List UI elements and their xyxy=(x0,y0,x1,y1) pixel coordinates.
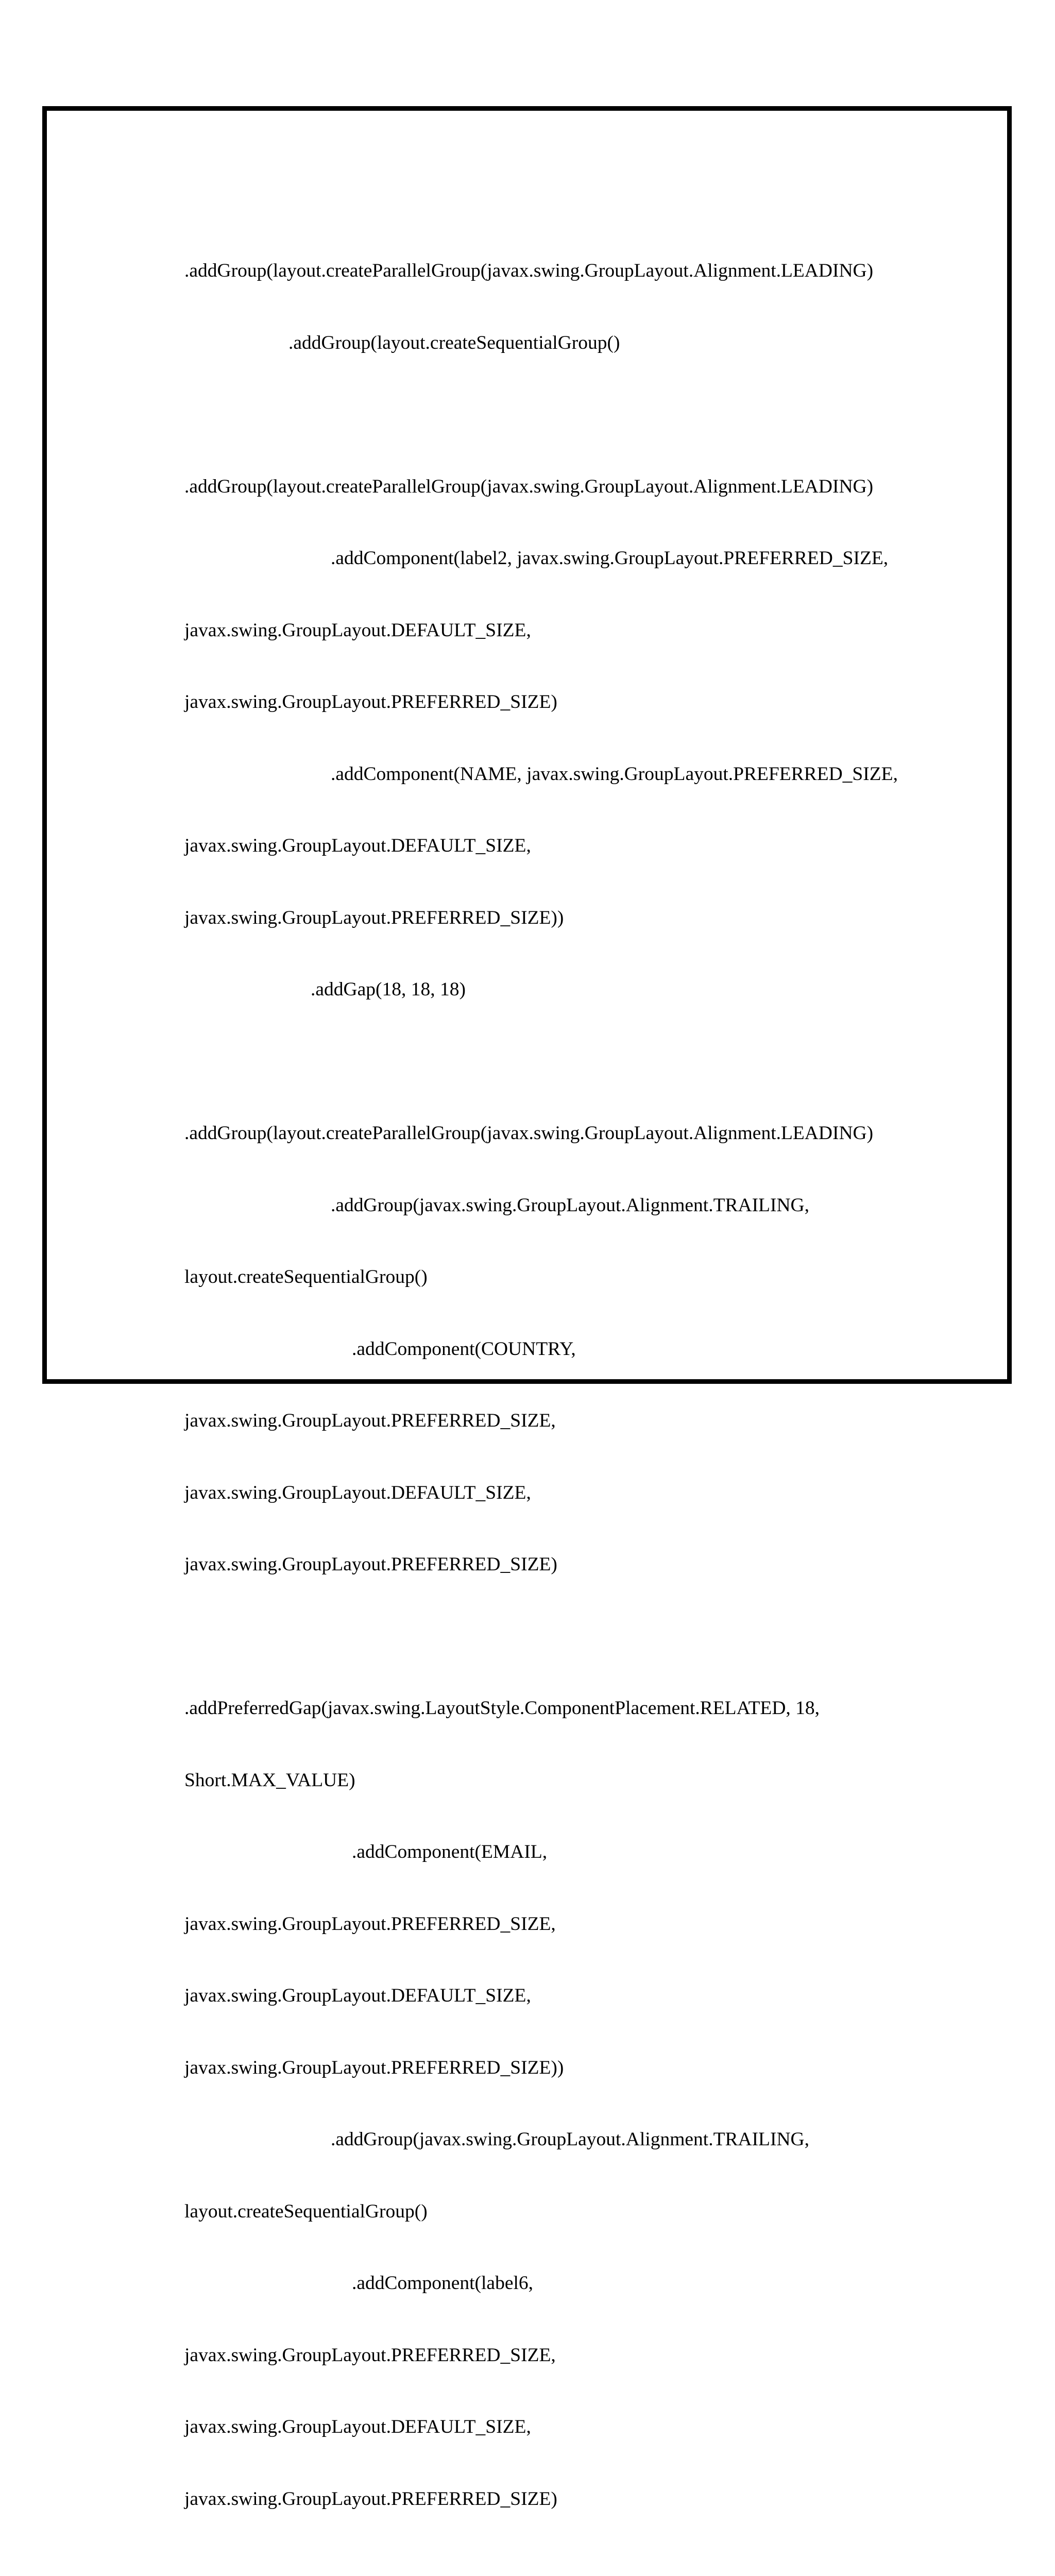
code-line-9: javax.swing.GroupLayout.DEFAULT_SIZE, xyxy=(184,835,531,856)
code-line-30: javax.swing.GroupLayout.PREFERRED_SIZE, xyxy=(184,2344,556,2366)
code-line-32: javax.swing.GroupLayout.PREFERRED_SIZE) xyxy=(184,2488,557,2510)
code-line-16: .addComponent(COUNTRY, xyxy=(352,1338,576,1360)
code-line-31: javax.swing.GroupLayout.DEFAULT_SIZE, xyxy=(184,2416,531,2437)
code-line-25: javax.swing.GroupLayout.DEFAULT_SIZE, xyxy=(184,1985,531,2006)
code-line-26: javax.swing.GroupLayout.PREFERRED_SIZE)) xyxy=(184,2057,564,2078)
code-line-7: javax.swing.GroupLayout.PREFERRED_SIZE) xyxy=(184,691,557,713)
code-line-13: .addGroup(layout.createParallelGroup(javax.swing.GroupLayout.Alignment.LEADING) xyxy=(184,1123,874,1144)
code-block xyxy=(184,211,988,2576)
code-line-6: javax.swing.GroupLayout.DEFAULT_SIZE, xyxy=(184,619,531,641)
code-line-27: .addGroup(javax.swing.GroupLayout.Alignment.TRAILING, xyxy=(331,2129,809,2150)
code-line-5: .addComponent(label2, javax.swing.GroupLayout.PREFERRED_SIZE, xyxy=(331,548,889,569)
code-line-10: javax.swing.GroupLayout.PREFERRED_SIZE)) xyxy=(184,907,564,928)
code-line-29: .addComponent(label6, xyxy=(352,2273,534,2294)
code-line-22: Short.MAX_VALUE) xyxy=(184,1769,355,1791)
code-line-24: javax.swing.GroupLayout.PREFERRED_SIZE, xyxy=(184,1913,556,1935)
blank-line xyxy=(184,1050,988,1074)
blank-line xyxy=(184,403,988,427)
blank-line xyxy=(184,1625,988,1649)
code-line-19: javax.swing.GroupLayout.PREFERRED_SIZE) xyxy=(184,1554,557,1575)
code-line-11: .addGap(18, 18, 18) xyxy=(311,979,466,1000)
code-line-4: .addGroup(layout.createParallelGroup(javax.swing.GroupLayout.Alignment.LEADING) xyxy=(184,476,874,497)
code-line-21: .addPreferredGap(javax.swing.LayoutStyle.ComponentPlacement.RELATED, 18, xyxy=(184,1698,820,1719)
code-line-1: .addGroup(layout.createParallelGroup(javax.swing.GroupLayout.Alignment.LEADING) xyxy=(184,260,874,281)
code-line-15: layout.createSequentialGroup() xyxy=(184,1266,428,1287)
code-line-8: .addComponent(NAME, javax.swing.GroupLayout.PREFERRED_SIZE, xyxy=(331,763,898,785)
code-line-18: javax.swing.GroupLayout.DEFAULT_SIZE, xyxy=(184,1482,531,1503)
blank-line xyxy=(184,2559,988,2576)
code-line-2: .addGroup(layout.createSequentialGroup() xyxy=(288,332,620,353)
code-line-17: javax.swing.GroupLayout.PREFERRED_SIZE, xyxy=(184,1410,556,1431)
code-line-14: .addGroup(javax.swing.GroupLayout.Alignment.TRAILING, xyxy=(331,1194,809,1216)
code-line-28: layout.createSequentialGroup() xyxy=(184,2200,428,2222)
code-line-23: .addComponent(EMAIL, xyxy=(352,1841,548,1862)
